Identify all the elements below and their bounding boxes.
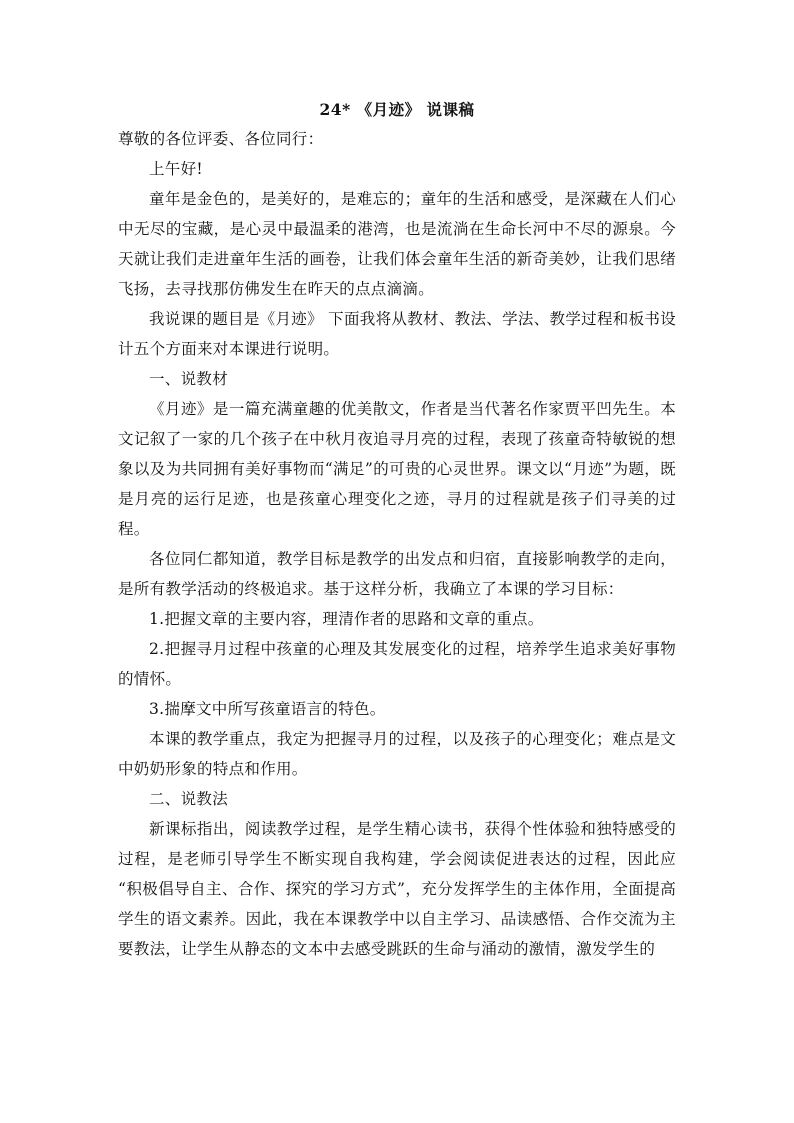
document-page	[118, 96, 676, 964]
objective-3: 3.揣摩文中所写孩童语言的特色。	[149, 700, 386, 718]
paragraph-topic: 我说课的题目是《月迹》 下面我将从教材、教法、学法、教学过程和板书设计五个方面来对本课进行说明。	[118, 310, 676, 358]
paragraph-textbook: 《月迹》是一篇充满童趣的优美散文，作者是当代著名作家贾平凹先生。本文记叙了一家的几个孩子在中秋月夜追寻月亮的过程，表现了孩童奇特敏锐的想象以及为共同拥有美好事物而“满足”的可贵的心灵世界。课文以“月迹”为题，既是月亮的运行足迹，也是孩童心理变化之迹，寻月的过程就是孩子们寻美的过程。	[118, 400, 676, 538]
section-heading-textbook: 一、说教材	[149, 370, 229, 388]
paragraph-intro: 童年是金色的，是美好的，是难忘的；童年的生活和感受，是深藏在人们心中无尽的宝藏，是心灵中最温柔的港湾，也是流淌在生命长河中不尽的源泉。今天就让我们走进童年生活的画卷，让我们体会童年生活的新奇美妙，让我们思绪飞扬，去寻找那仿佛发生在昨天的点点滴滴。	[118, 190, 676, 298]
document-title: 24* 《月迹》 说课稿	[319, 100, 475, 119]
greeting: 上午好!	[149, 160, 203, 178]
salutation: 尊敬的各位评委、各位同行：	[118, 130, 324, 148]
section-heading-methods: 二、说教法	[149, 790, 229, 808]
paragraph-objectives-intro: 各位同仁都知道，教学目标是教学的出发点和归宿，直接影响教学的走向，是所有教学活动的终极追求。基于这样分析，我确立了本课的学习目标：	[118, 550, 676, 598]
objective-2: 2.把握寻月过程中孩童的心理及其发展变化的过程，培养学生追求美好事物的情怀。	[118, 640, 676, 688]
paragraph-methods: 新课标指出，阅读教学过程，是学生精心读书，获得个性体验和独特感受的过程，是老师引导学生不断实现自我构建，学会阅读促进表达的过程，因此应 “积极倡导自主、合作、探究的学习方式”，充分发挥学生的主体作用，全面提高学生的语文素养。因此，我在本课教学中以自主学习、品读感悟、合作交流为主要教法，让学生从静态的文本中去感受跳跃的生命与涌动的激情，激发学生的	[118, 820, 676, 958]
paragraph-key-points: 本课的教学重点，我定为把握寻月的过程，以及孩子的心理变化；难点是文中奶奶形象的特点和作用。	[118, 730, 676, 778]
objective-1: 1.把握文章的主要内容，理清作者的思路和文章的重点。	[149, 610, 544, 628]
